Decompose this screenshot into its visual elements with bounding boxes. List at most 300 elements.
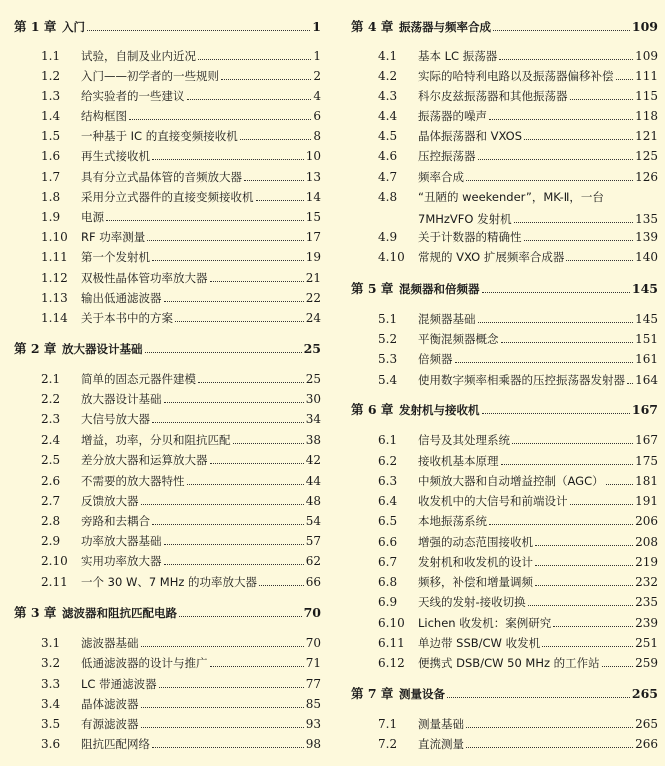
entry-title: 第一个发射机 bbox=[81, 250, 150, 264]
toc-section-entry[interactable] bbox=[351, 610, 658, 630]
entry-title: 7MHzVFO 发射机 bbox=[418, 212, 512, 226]
entry-page-number: 266 bbox=[635, 737, 658, 751]
dot-leader bbox=[256, 200, 304, 201]
toc-section-entry[interactable] bbox=[351, 346, 658, 366]
entry-title: Lichen 收发机：案例研究 bbox=[418, 616, 552, 630]
entry-number: 5.3 bbox=[378, 352, 398, 366]
entry-number: 2.8 bbox=[41, 514, 61, 528]
toc-section-entry[interactable] bbox=[351, 83, 658, 103]
entry-page-number: 48 bbox=[305, 494, 321, 508]
toc-section-entry[interactable] bbox=[351, 549, 658, 569]
entry-number: 2.6 bbox=[41, 474, 61, 488]
entry-number: 2.1 bbox=[41, 372, 61, 386]
entry-number: 5.2 bbox=[378, 332, 398, 346]
entry-title: 本地振荡系统 bbox=[418, 514, 487, 528]
entry-page-number: 265 bbox=[631, 686, 658, 701]
entry-number: 6.3 bbox=[378, 474, 398, 488]
dot-leader bbox=[244, 180, 304, 181]
entry-page-number: 118 bbox=[635, 109, 658, 123]
entry-page-number: 239 bbox=[635, 616, 658, 630]
dot-leader bbox=[466, 727, 633, 728]
entry-title: 混频器基础 bbox=[418, 312, 476, 326]
toc-section-entry[interactable] bbox=[14, 43, 321, 63]
entry-number: 1.10 bbox=[41, 230, 68, 244]
entry-title: 结构框图 bbox=[81, 109, 127, 123]
entry-page-number: 219 bbox=[635, 555, 658, 569]
entry-number: 3.6 bbox=[41, 737, 61, 751]
entry-title: 具有分立式晶体管的音频放大器 bbox=[81, 170, 242, 184]
entry-title: 中频放大器和自动增益控制（AGC） bbox=[418, 474, 604, 488]
entry-page-number: 70 bbox=[303, 605, 321, 620]
dot-leader bbox=[210, 463, 304, 464]
toc-section-entry[interactable] bbox=[14, 63, 321, 83]
entry-number: 6.4 bbox=[378, 494, 398, 508]
entry-title: 天线的发射-接收切换 bbox=[418, 595, 526, 609]
toc-section-entry[interactable] bbox=[14, 184, 321, 204]
entry-page-number: 54 bbox=[305, 514, 321, 528]
dot-leader bbox=[528, 605, 633, 606]
dot-leader bbox=[179, 616, 302, 617]
toc-section-entry[interactable] bbox=[14, 427, 321, 447]
toc-section-entry[interactable] bbox=[351, 306, 658, 326]
entry-title: 接收机基本原理 bbox=[418, 454, 499, 468]
toc-section-entry[interactable] bbox=[14, 244, 321, 264]
entry-number: 6.5 bbox=[378, 514, 398, 528]
entry-title: 平衡混频器概念 bbox=[418, 332, 499, 346]
dot-leader bbox=[570, 99, 634, 100]
dot-leader bbox=[535, 565, 633, 566]
entry-page-number: 25 bbox=[303, 341, 321, 356]
dot-leader bbox=[210, 281, 304, 282]
dot-leader bbox=[566, 260, 633, 261]
toc-section-entry[interactable] bbox=[351, 650, 658, 670]
entry-number: 3.2 bbox=[41, 656, 61, 670]
entry-title: 科尔皮兹振荡器和其他振荡器 bbox=[418, 89, 568, 103]
toc-chapter-entry[interactable] bbox=[351, 681, 658, 701]
entry-page-number: 14 bbox=[305, 190, 321, 204]
dot-leader bbox=[187, 484, 304, 485]
entry-title: 功率放大器基础 bbox=[81, 534, 162, 548]
toc-chapter-entry[interactable] bbox=[14, 600, 321, 620]
toc-chapter-entry[interactable] bbox=[351, 397, 658, 417]
entry-number: 1.11 bbox=[41, 250, 68, 264]
entry-title: 增强的动态范围接收机 bbox=[418, 535, 533, 549]
entry-page-number: 62 bbox=[305, 554, 321, 568]
dot-leader bbox=[606, 484, 633, 485]
entry-number: 3.3 bbox=[41, 677, 61, 691]
toc-section-entry[interactable] bbox=[14, 386, 321, 406]
entry-title: 测量设备 bbox=[399, 687, 445, 701]
entry-page-number: 70 bbox=[305, 636, 321, 650]
entry-title: 关于本书中的方案 bbox=[81, 311, 173, 325]
dot-leader bbox=[152, 524, 304, 525]
entry-number: 1.3 bbox=[41, 89, 61, 103]
toc-section-entry[interactable] bbox=[14, 143, 321, 163]
entry-page-number: 251 bbox=[635, 636, 658, 650]
toc-section-entry[interactable] bbox=[351, 488, 658, 508]
entry-page-number: 30 bbox=[305, 392, 321, 406]
entry-number: 4.2 bbox=[378, 69, 398, 83]
entry-page-number: 8 bbox=[313, 129, 321, 143]
entry-number: 4.4 bbox=[378, 109, 398, 123]
entry-number: 6.12 bbox=[378, 656, 405, 670]
entry-page-number: 206 bbox=[635, 514, 658, 528]
dot-leader bbox=[478, 159, 634, 160]
dot-leader bbox=[616, 79, 634, 80]
dot-leader bbox=[478, 322, 634, 323]
toc-section-entry[interactable] bbox=[351, 143, 658, 163]
entry-page-number: 135 bbox=[635, 212, 658, 226]
entry-page-number: 25 bbox=[305, 372, 321, 386]
dot-leader bbox=[466, 747, 633, 748]
entry-page-number: 1 bbox=[312, 19, 321, 34]
dot-leader bbox=[141, 707, 304, 708]
dot-leader bbox=[447, 697, 630, 698]
entry-page-number: 235 bbox=[635, 595, 658, 609]
entry-title: 振荡器与频率合成 bbox=[399, 20, 491, 34]
dot-leader bbox=[570, 504, 634, 505]
entry-title: 采用分立式器件的直接变频接收机 bbox=[81, 190, 254, 204]
entry-page-number: 13 bbox=[305, 170, 321, 184]
toc-section-entry[interactable] bbox=[351, 468, 658, 488]
toc-section-entry[interactable] bbox=[14, 164, 321, 184]
entry-page-number: 57 bbox=[305, 534, 321, 548]
entry-number: 1.4 bbox=[41, 109, 61, 123]
entry-number: 1.12 bbox=[41, 271, 68, 285]
entry-number: 1.1 bbox=[41, 49, 61, 63]
dot-leader bbox=[524, 240, 634, 241]
toc-section-entry[interactable] bbox=[351, 123, 658, 143]
toc-section-entry[interactable] bbox=[351, 731, 658, 751]
entry-number: 2.3 bbox=[41, 412, 61, 426]
entry-number: 6.1 bbox=[378, 433, 398, 447]
toc-section-entry[interactable] bbox=[351, 508, 658, 528]
entry-page-number: 181 bbox=[635, 474, 658, 488]
toc-section-entry[interactable] bbox=[14, 224, 321, 244]
entry-number: 2.11 bbox=[41, 575, 68, 589]
entry-number: 6.7 bbox=[378, 555, 398, 569]
toc-section-entry[interactable] bbox=[14, 731, 321, 751]
toc-section-entry[interactable] bbox=[351, 630, 658, 650]
entry-title: 不需要的放大器特性 bbox=[81, 474, 185, 488]
entry-title: 滤波器基础 bbox=[81, 636, 139, 650]
entry-title: 实际的哈特利电路以及振荡器偏移补偿 bbox=[418, 69, 614, 83]
entry-page-number: 167 bbox=[635, 433, 658, 447]
entry-page-number: 140 bbox=[635, 250, 658, 264]
toc-section-entry[interactable] bbox=[14, 569, 321, 589]
entry-number: 2.7 bbox=[41, 494, 61, 508]
entry-page-number: 1 bbox=[313, 49, 321, 63]
entry-page-number: 4 bbox=[313, 89, 321, 103]
dot-leader bbox=[198, 59, 311, 60]
dot-leader bbox=[147, 240, 303, 241]
toc-chapter-entry[interactable] bbox=[14, 14, 321, 34]
dot-leader bbox=[164, 564, 304, 565]
entry-title: LC 带通滤波器 bbox=[81, 677, 157, 691]
entry-number: 第 5 章 bbox=[351, 281, 394, 296]
entry-page-number: 15 bbox=[305, 210, 321, 224]
entry-number: 6.10 bbox=[378, 616, 405, 630]
toc-section-entry[interactable] bbox=[14, 488, 321, 508]
entry-title: 滤波器和阻抗匹配电路 bbox=[62, 606, 177, 620]
entry-number: 1.9 bbox=[41, 210, 61, 224]
entry-page-number: 111 bbox=[635, 69, 658, 83]
entry-title: 使用数字频率相乘器的压控振荡器发射器 bbox=[418, 373, 625, 387]
entry-title: 晶体滤波器 bbox=[81, 697, 139, 711]
toc-section-entry[interactable] bbox=[14, 123, 321, 143]
entry-title: 实用功率放大器 bbox=[81, 554, 162, 568]
dot-leader bbox=[87, 30, 310, 31]
toc-section-entry[interactable] bbox=[14, 204, 321, 224]
entry-page-number: 232 bbox=[635, 575, 658, 589]
entry-title: 直流测量 bbox=[418, 737, 464, 751]
toc-section-entry[interactable] bbox=[351, 589, 658, 609]
entry-number: 6.11 bbox=[378, 636, 405, 650]
entry-number: 4.1 bbox=[378, 49, 398, 63]
toc-section-entry[interactable] bbox=[14, 305, 321, 325]
dot-leader bbox=[187, 99, 312, 100]
entry-title: 常规的 VXO 扩展频率合成器 bbox=[418, 250, 565, 264]
entry-page-number: 151 bbox=[635, 332, 658, 346]
dot-leader bbox=[489, 524, 633, 525]
entry-title: 测量基础 bbox=[418, 717, 464, 731]
dot-leader bbox=[210, 666, 304, 667]
entry-title: 一种基于 IC 的直接变频接收机 bbox=[81, 129, 238, 143]
entry-title: 便携式 DSB/CW 50 MHz 的工作站 bbox=[418, 656, 600, 670]
toc-section-entry[interactable] bbox=[351, 43, 658, 63]
entry-title: 增益，功率，分贝和阻抗匹配 bbox=[81, 433, 231, 447]
entry-page-number: 10 bbox=[305, 149, 321, 163]
entry-number: 2.2 bbox=[41, 392, 61, 406]
dot-leader bbox=[535, 585, 633, 586]
entry-page-number: 22 bbox=[305, 291, 321, 305]
toc-section-entry[interactable] bbox=[14, 83, 321, 103]
dot-leader bbox=[164, 544, 304, 545]
dot-leader bbox=[512, 443, 633, 444]
dot-leader bbox=[145, 352, 302, 353]
entry-number: 第 6 章 bbox=[351, 402, 394, 417]
entry-page-number: 44 bbox=[305, 474, 321, 488]
entry-title: 入门——初学者的一些规则 bbox=[81, 69, 219, 83]
toc-section-entry[interactable] bbox=[14, 691, 321, 711]
entry-page-number: 161 bbox=[635, 352, 658, 366]
toc-section-entry[interactable] bbox=[351, 164, 658, 184]
entry-title: 给实验者的一些建议 bbox=[81, 89, 185, 103]
entry-number: 1.14 bbox=[41, 311, 68, 325]
toc-chapter-entry[interactable] bbox=[351, 276, 658, 296]
dot-leader bbox=[514, 222, 633, 223]
toc-section-entry[interactable] bbox=[351, 184, 658, 204]
entry-title: 电源 bbox=[81, 210, 104, 224]
entry-title: 入门 bbox=[62, 20, 85, 34]
toc-section-entry[interactable] bbox=[14, 265, 321, 285]
entry-number: 4.7 bbox=[378, 170, 398, 184]
dot-leader bbox=[455, 362, 634, 363]
dot-leader bbox=[535, 545, 633, 546]
toc-section-entry[interactable] bbox=[351, 206, 658, 226]
dot-leader bbox=[482, 413, 630, 414]
entry-title: 振荡器的噪声 bbox=[418, 109, 487, 123]
dot-leader bbox=[152, 159, 304, 160]
dot-leader bbox=[259, 585, 304, 586]
toc-section-entry[interactable] bbox=[351, 711, 658, 731]
dot-leader bbox=[233, 443, 304, 444]
dot-leader bbox=[221, 79, 311, 80]
entry-title: 单边带 SSB/CW 收发机 bbox=[418, 636, 541, 650]
entry-number: 6.6 bbox=[378, 535, 398, 549]
entry-number: 4.3 bbox=[378, 89, 398, 103]
dot-leader bbox=[542, 646, 633, 647]
dot-leader bbox=[240, 139, 312, 140]
entry-title: 差分放大器和运算放大器 bbox=[81, 453, 208, 467]
dot-leader bbox=[164, 301, 304, 302]
entry-number: 2.4 bbox=[41, 433, 61, 447]
entry-page-number: 66 bbox=[305, 575, 321, 589]
entry-page-number: 17 bbox=[305, 230, 321, 244]
entry-title: 阻抗匹配网络 bbox=[81, 737, 150, 751]
entry-page-number: 167 bbox=[631, 402, 658, 417]
entry-page-number: 19 bbox=[305, 250, 321, 264]
entry-page-number: 265 bbox=[635, 717, 658, 731]
entry-title: 放大器设计基础 bbox=[62, 342, 143, 356]
entry-number: 2.10 bbox=[41, 554, 68, 568]
entry-number: 1.8 bbox=[41, 190, 61, 204]
entry-number: 1.7 bbox=[41, 170, 61, 184]
entry-title: 信号及其处理系统 bbox=[418, 433, 510, 447]
toc-section-entry[interactable] bbox=[14, 548, 321, 568]
entry-page-number: 93 bbox=[305, 717, 321, 731]
dot-leader bbox=[493, 30, 630, 31]
dot-leader bbox=[466, 180, 633, 181]
toc-section-entry[interactable] bbox=[351, 244, 658, 264]
entry-number: 3.4 bbox=[41, 697, 61, 711]
entry-title: 大信号放大器 bbox=[81, 412, 150, 426]
entry-title: 关于计数器的精确性 bbox=[418, 230, 522, 244]
dot-leader bbox=[489, 119, 633, 120]
entry-title: 反馈放大器 bbox=[81, 494, 139, 508]
entry-number: 5.4 bbox=[378, 373, 398, 387]
toc-section-entry[interactable] bbox=[14, 103, 321, 123]
dot-leader bbox=[602, 666, 633, 667]
toc-section-entry[interactable] bbox=[351, 326, 658, 346]
toc-section-entry[interactable] bbox=[351, 367, 658, 387]
entry-page-number: 208 bbox=[635, 535, 658, 549]
entry-title: 简单的固态元器件建模 bbox=[81, 372, 196, 386]
dot-leader bbox=[152, 260, 304, 261]
entry-number: 第 1 章 bbox=[14, 19, 57, 34]
dot-leader bbox=[553, 626, 633, 627]
toc-section-entry[interactable] bbox=[351, 224, 658, 244]
toc-section-entry[interactable] bbox=[351, 529, 658, 549]
toc-section-entry[interactable] bbox=[14, 711, 321, 731]
toc-section-entry[interactable] bbox=[351, 103, 658, 123]
dot-leader bbox=[129, 119, 311, 120]
entry-title: 压控振荡器 bbox=[418, 149, 476, 163]
toc-section-entry[interactable] bbox=[351, 63, 658, 83]
entry-number: 4.6 bbox=[378, 149, 398, 163]
entry-number: 6.8 bbox=[378, 575, 398, 589]
toc-section-entry[interactable] bbox=[14, 366, 321, 386]
entry-title: 基本 LC 振荡器 bbox=[418, 49, 498, 63]
entry-title: “丑陋的 weekender”，MK-Ⅱ，一台 bbox=[418, 190, 604, 204]
entry-page-number: 98 bbox=[305, 737, 321, 751]
entry-page-number: 125 bbox=[635, 149, 658, 163]
entry-title: 倍频器 bbox=[418, 352, 453, 366]
toc-section-entry[interactable] bbox=[351, 569, 658, 589]
toc-section-entry[interactable] bbox=[14, 650, 321, 670]
toc-section-entry[interactable] bbox=[14, 630, 321, 650]
entry-title: 一个 30 W、7 MHz 的功率放大器 bbox=[81, 575, 258, 589]
entry-page-number: 24 bbox=[305, 311, 321, 325]
toc-chapter-entry[interactable] bbox=[351, 14, 658, 34]
toc-section-entry[interactable] bbox=[14, 447, 321, 467]
entry-title: 频移，补偿和增量调频 bbox=[418, 575, 533, 589]
entry-page-number: 2 bbox=[313, 69, 321, 83]
entry-number: 6.9 bbox=[378, 595, 398, 609]
dot-leader bbox=[164, 402, 304, 403]
entry-number: 第 2 章 bbox=[14, 341, 57, 356]
entry-page-number: 21 bbox=[305, 271, 321, 285]
entry-title: 晶体振荡器和 VXOS bbox=[418, 129, 523, 143]
entry-title: 收发机中的大信号和前端设计 bbox=[418, 494, 568, 508]
toc-section-entry[interactable] bbox=[14, 671, 321, 691]
entry-page-number: 145 bbox=[635, 312, 658, 326]
entry-title: 再生式接收机 bbox=[81, 149, 150, 163]
entry-number: 2.9 bbox=[41, 534, 61, 548]
entry-title: RF 功率测量 bbox=[81, 230, 146, 244]
entry-title: 发射机和收发机的设计 bbox=[418, 555, 533, 569]
toc-section-entry[interactable] bbox=[351, 448, 658, 468]
toc-chapter-entry[interactable] bbox=[14, 336, 321, 356]
entry-page-number: 115 bbox=[635, 89, 658, 103]
dot-leader bbox=[159, 687, 304, 688]
entry-page-number: 34 bbox=[305, 412, 321, 426]
entry-title: 输出低通滤波器 bbox=[81, 291, 162, 305]
toc-section-entry[interactable] bbox=[351, 427, 658, 447]
entry-number: 7.1 bbox=[378, 717, 398, 731]
entry-number: 1.2 bbox=[41, 69, 61, 83]
entry-number: 7.2 bbox=[378, 737, 398, 751]
toc-section-entry[interactable] bbox=[14, 528, 321, 548]
entry-number: 1.5 bbox=[41, 129, 61, 143]
entry-page-number: 109 bbox=[635, 49, 658, 63]
entry-number: 第 4 章 bbox=[351, 19, 394, 34]
entry-number: 5.1 bbox=[378, 312, 398, 326]
entry-page-number: 85 bbox=[305, 697, 321, 711]
entry-page-number: 139 bbox=[635, 230, 658, 244]
dot-leader bbox=[482, 292, 630, 293]
dot-leader bbox=[501, 342, 634, 343]
dot-leader bbox=[501, 464, 634, 465]
entry-number: 1.6 bbox=[41, 149, 61, 163]
toc-section-entry[interactable] bbox=[14, 406, 321, 426]
entry-title: 放大器设计基础 bbox=[81, 392, 162, 406]
entry-number: 第 3 章 bbox=[14, 605, 57, 620]
entry-page-number: 175 bbox=[635, 454, 658, 468]
dot-leader bbox=[175, 321, 304, 322]
dot-leader bbox=[152, 747, 304, 748]
toc-section-entry[interactable] bbox=[14, 508, 321, 528]
dot-leader bbox=[627, 383, 633, 384]
toc-section-entry[interactable] bbox=[14, 285, 321, 305]
entry-page-number: 121 bbox=[635, 129, 658, 143]
entry-number: 3.5 bbox=[41, 717, 61, 731]
entry-number: 4.9 bbox=[378, 230, 398, 244]
entry-title: 旁路和去耦合 bbox=[81, 514, 150, 528]
dot-leader bbox=[198, 382, 304, 383]
entry-title: 频率合成 bbox=[418, 170, 464, 184]
toc-section-entry[interactable] bbox=[14, 468, 321, 488]
